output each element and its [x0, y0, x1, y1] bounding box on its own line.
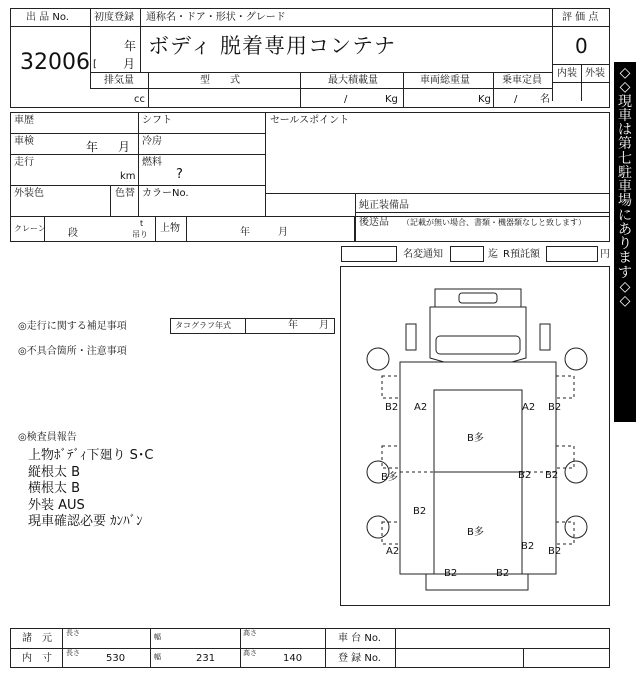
capacity-label: 乗車定員: [502, 75, 542, 86]
inspector-report-label: ◎検査員報告: [18, 432, 77, 443]
cargo-bed: [434, 390, 522, 574]
yen-label: 円: [600, 249, 610, 260]
banner-glyph: 現: [618, 93, 632, 110]
divider: [403, 72, 404, 108]
divider: [90, 8, 91, 88]
driving-remarks-label: ◎走行に関する補足事項: [18, 321, 127, 332]
divider: [395, 628, 396, 668]
divider: [10, 154, 265, 155]
damage-mark: B2: [548, 546, 562, 557]
interior-width-value: 231: [196, 653, 216, 664]
divider: [245, 318, 246, 334]
upper-year-label: 年: [240, 227, 250, 238]
reg-no-label: 登 録 No.: [338, 653, 381, 664]
divider: [110, 185, 111, 216]
crane-row: [10, 216, 355, 242]
divider: [140, 8, 141, 72]
divider: [10, 26, 90, 27]
banner-glyph: 場: [618, 193, 632, 210]
damage-mark: B2: [518, 470, 532, 481]
divider: [10, 133, 265, 134]
mileage-unit: km: [120, 171, 136, 182]
banner-glyph: 車: [618, 107, 632, 124]
report-line: 横根太 B: [28, 481, 81, 496]
name-change-label: 名変通知: [403, 249, 443, 260]
damage-mark: A2: [414, 402, 428, 413]
banner-glyph: ◇: [619, 79, 631, 96]
divider: [552, 26, 610, 27]
banner-glyph: 第: [618, 136, 632, 153]
cab-front: [435, 289, 521, 307]
interior-dim-label: 内 寸: [22, 653, 52, 664]
interior-length-value: 530: [106, 653, 126, 664]
later-send-note: （記載が無い場合、書類・機器類なしと致します）: [402, 218, 586, 227]
banner-glyph: 七: [618, 150, 632, 167]
r-deposit-box: [546, 246, 598, 262]
history-label: 車歴: [14, 115, 34, 126]
car-name: ボディ 脱着専用コンテナ: [148, 34, 396, 58]
divider: [155, 216, 156, 242]
interior-height-value: 140: [283, 653, 303, 664]
divider: [62, 628, 63, 668]
spec-label: 諸 元: [22, 633, 52, 644]
capacity-unit: 名: [540, 94, 550, 105]
divider: [355, 193, 356, 242]
total-weight-label: 車両総重量: [420, 75, 470, 86]
banner-glyph: ま: [618, 250, 632, 267]
aircon-label: 冷房: [142, 136, 162, 147]
model-label: 型 式: [200, 75, 240, 86]
divider: [552, 8, 553, 101]
windshield: [436, 336, 520, 354]
sales-points-label: セールスポイント: [270, 115, 350, 126]
divider: [355, 212, 610, 213]
spec-length-label: 長さ: [66, 629, 80, 637]
damage-mark: A2: [386, 546, 400, 557]
upper-body-label: 上物: [160, 223, 180, 234]
divider: [10, 185, 265, 186]
displacement-unit: cc: [134, 94, 145, 105]
hang-label: 吊り: [132, 230, 148, 239]
divider: [300, 72, 301, 108]
spec-width-label: 幅: [154, 633, 161, 641]
first-reg-year-label: 年: [124, 39, 137, 53]
wheel-front-right: [565, 348, 587, 370]
divider: [148, 72, 149, 108]
divider: [581, 64, 582, 101]
divider: [325, 628, 326, 668]
max-load-label: 最大積載量: [328, 75, 378, 86]
defects-label: ◎不具合箇所・注意事項: [18, 346, 127, 357]
tacho-year: 年: [288, 320, 298, 331]
divider: [138, 112, 139, 216]
first-reg-label: 初度登録: [94, 12, 134, 23]
mileage-label: 走行: [14, 157, 34, 168]
damage-mark: B2: [385, 402, 399, 413]
divider: [493, 72, 494, 108]
banner-glyph: 駐: [618, 164, 632, 181]
inspection-year-label: 年: [86, 140, 99, 154]
divider: [523, 648, 524, 668]
banner-glyph: は: [618, 122, 632, 139]
divider: [240, 628, 241, 668]
interior-width-label: 幅: [154, 653, 161, 661]
tacho-label: タコグラフ年式: [175, 321, 231, 330]
later-send-label: 後送品: [359, 217, 389, 228]
banner-glyph: ◇: [619, 65, 631, 81]
damage-mark: B2: [521, 541, 535, 552]
exterior-score-label: 外装: [585, 68, 605, 79]
fuel-value: ?: [176, 167, 183, 182]
tacho-month: 月: [319, 320, 329, 331]
stage-label: 段: [68, 228, 78, 239]
report-line: 現車確認必要 ｶﾝﾊﾞﾝ: [28, 514, 143, 529]
wheel-rear-left: [367, 516, 389, 538]
location-banner: [614, 62, 636, 422]
shift-label: シフト: [142, 115, 172, 126]
first-reg-month-label: 月: [123, 57, 136, 71]
name-label: 通称名・ドア・形状・グレード: [146, 12, 286, 23]
divider: [265, 193, 610, 194]
color-change-label: 色替: [115, 188, 135, 199]
score-label: 評 価 点: [562, 12, 599, 23]
damage-mark: B多: [381, 472, 398, 483]
inspection-label: 車検: [14, 136, 34, 147]
mirror-left: [406, 324, 416, 350]
fuel-label: 燃料: [142, 157, 162, 168]
max-load-unit: Kg: [385, 94, 398, 105]
wheel-front-left: [367, 348, 389, 370]
color-code-label: カラーNo.: [142, 188, 189, 199]
spec-height-label: 高さ: [243, 629, 257, 637]
damage-mark: A2: [522, 402, 536, 413]
damage-mark: B2: [444, 568, 458, 579]
divider: [10, 648, 610, 649]
cab-grille: [459, 293, 497, 303]
capacity-slash: /: [514, 94, 518, 105]
r-deposit-label: R預託額: [503, 249, 540, 260]
divider: [90, 26, 552, 27]
crane-label: クレーン: [14, 224, 46, 233]
exhibit-no-label: 出 品 No.: [26, 12, 69, 23]
divider: [265, 112, 266, 216]
damage-mark: B2: [545, 470, 559, 481]
bracket: [: [93, 59, 97, 70]
damage-mark: B多: [467, 433, 484, 444]
until-label: 迄: [488, 249, 498, 260]
color-label: 外装色: [14, 188, 44, 199]
interior-length-label: 長さ: [66, 649, 80, 657]
wheel-mid-right: [565, 461, 587, 483]
inspection-month-label: 月: [118, 140, 131, 154]
ton-label: t: [140, 219, 144, 228]
interior-height-label: 高さ: [243, 649, 257, 657]
banner-glyph: す: [618, 264, 632, 281]
rear-bumper: [426, 574, 528, 590]
divider: [150, 628, 151, 668]
divider: [186, 216, 187, 242]
banner-glyph: り: [618, 236, 632, 253]
banner-glyph: に: [618, 207, 632, 224]
genuine-parts-label: 純正装備品: [359, 200, 409, 211]
form-frame: [10, 8, 610, 108]
score-value: 0: [575, 34, 588, 58]
interior-score-label: 内装: [557, 68, 577, 79]
damage-mark: B2: [548, 402, 562, 413]
mirror-right: [540, 324, 550, 350]
name-change-box: [450, 246, 484, 262]
divider: [90, 88, 552, 89]
exhibit-number: 32006: [20, 50, 90, 75]
report-line: 縦根太 B: [28, 464, 81, 480]
displacement-label: 排気量: [104, 75, 134, 86]
damage-mark: B2: [413, 506, 427, 517]
damage-mark: B2: [496, 568, 510, 579]
wheel-rear-right: [565, 516, 587, 538]
divider: [90, 72, 552, 73]
damage-mark: B多: [467, 527, 484, 538]
notice-box-blank: [341, 246, 397, 262]
banner-glyph: ◇: [619, 293, 631, 310]
max-load-slash: /: [344, 94, 348, 105]
total-weight-unit: Kg: [478, 94, 491, 105]
report-line: 外装 AUS: [28, 497, 85, 513]
frame-no-label: 車 台 No.: [338, 633, 381, 644]
report-line: 上物ﾎﾞﾃﾞｨ下廻り S･C: [28, 448, 154, 463]
banner-glyph: ◇: [619, 278, 631, 295]
upper-month-label: 月: [278, 227, 288, 238]
banner-glyph: あ: [618, 221, 632, 238]
banner-glyph: 車: [618, 179, 632, 196]
